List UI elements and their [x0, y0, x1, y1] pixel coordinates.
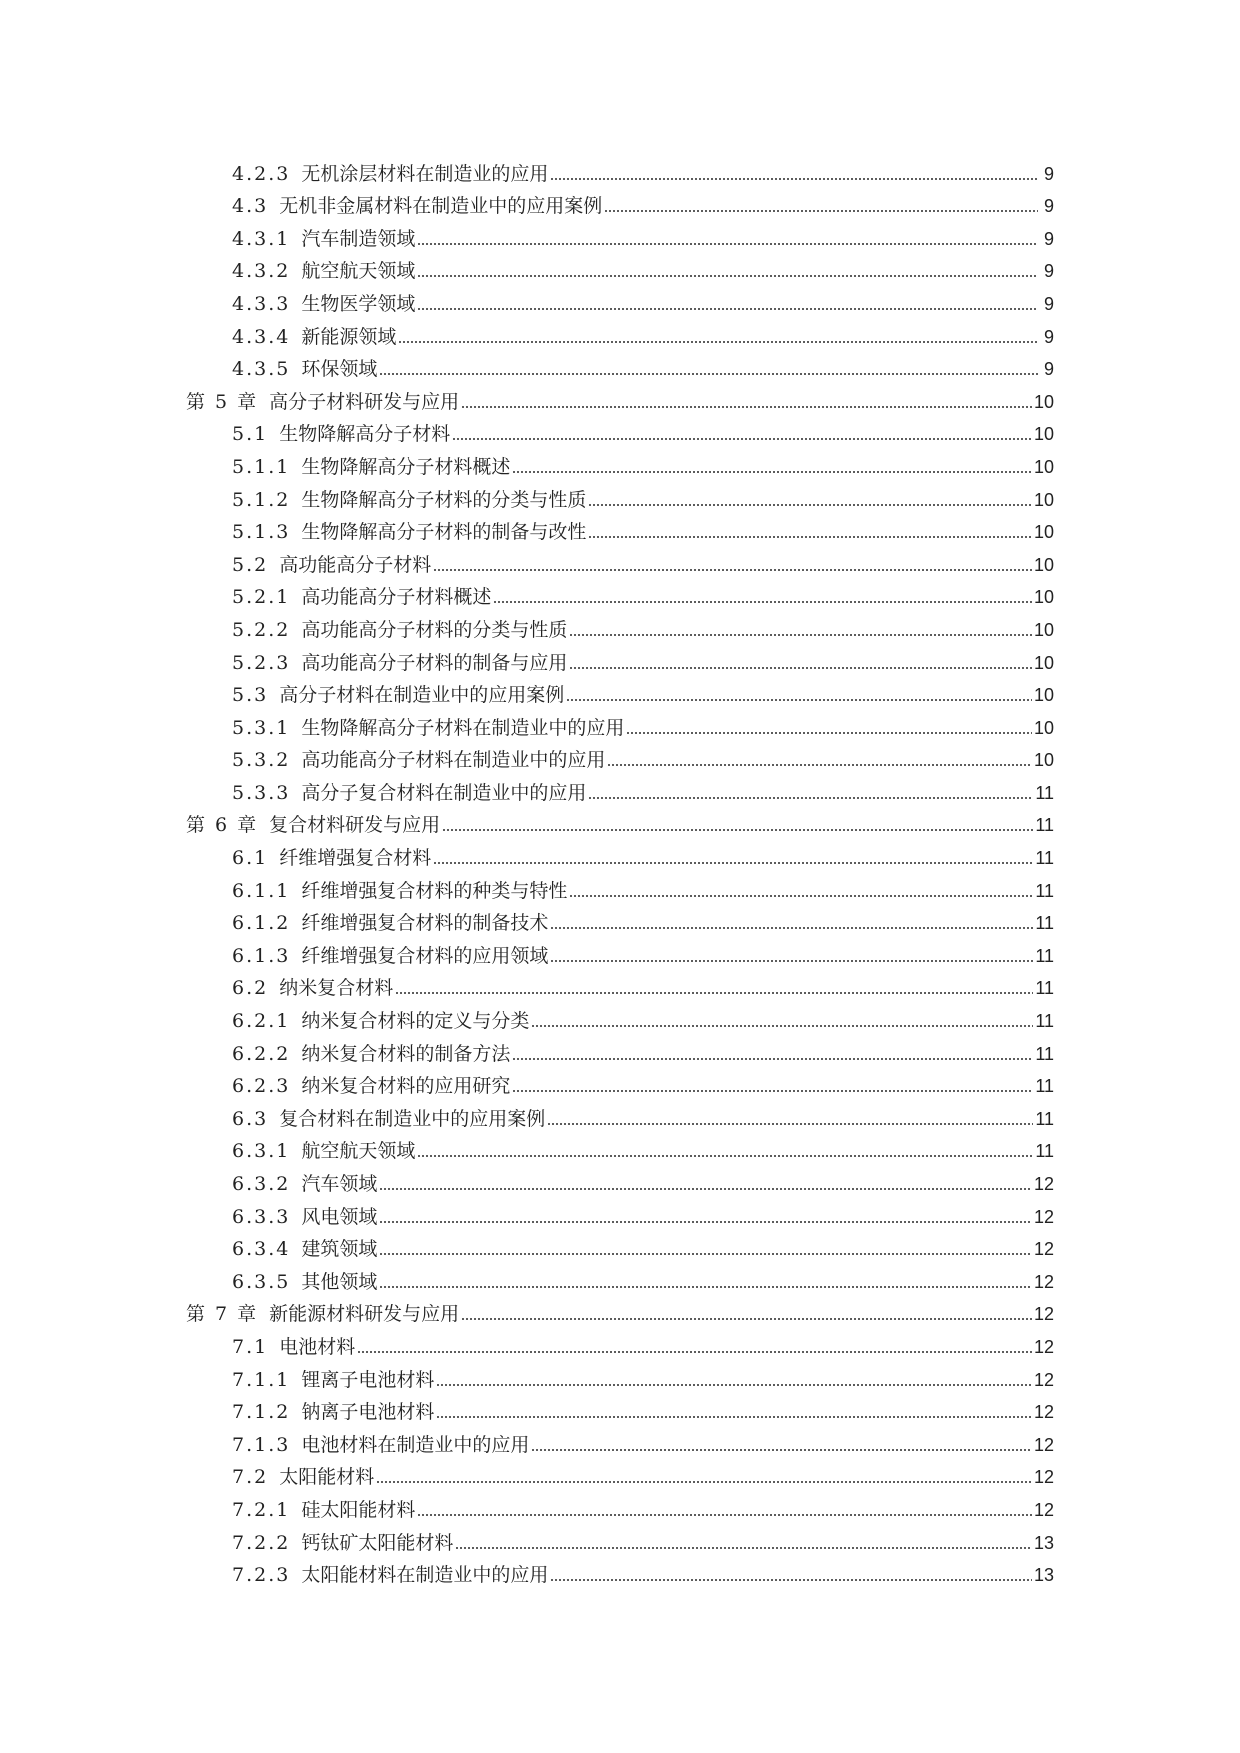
- dot-leader: [452, 437, 1032, 441]
- toc-entry[interactable]: [186, 836, 1054, 869]
- toc-entry-number: 6.1.1: [232, 879, 291, 902]
- toc-entry-title: 建筑领域: [301, 1238, 378, 1261]
- toc-entry-title: 纳米复合材料: [279, 977, 394, 1000]
- toc-entry-title: 环保领域: [301, 358, 378, 381]
- toc-entry[interactable]: [186, 771, 1054, 804]
- dot-leader: [417, 1154, 1033, 1158]
- dot-leader: [547, 1122, 1033, 1126]
- toc-entry-page-number: 10: [1033, 391, 1054, 412]
- toc-entry[interactable]: [186, 576, 1054, 609]
- toc-entry-title: 复合材料研发与应用: [269, 814, 441, 837]
- toc-entry[interactable]: [186, 1423, 1054, 1456]
- dot-leader: [379, 1252, 1032, 1256]
- toc-entry-number: 7.1: [232, 1335, 269, 1358]
- toc-entry-title: 风电领域: [301, 1205, 378, 1228]
- toc-entry[interactable]: [186, 1195, 1054, 1228]
- toc-entry-number: 7.2: [232, 1466, 269, 1489]
- toc-entry-page-number: 10: [1033, 619, 1054, 640]
- dot-leader: [588, 503, 1032, 507]
- toc-entry[interactable]: [186, 445, 1054, 478]
- dot-leader: [607, 763, 1032, 767]
- toc-entry[interactable]: [186, 1065, 1054, 1098]
- toc-entry-number: 5.1.2: [232, 488, 291, 511]
- toc-entry-number: 第 6 章: [186, 814, 259, 837]
- toc-entry-title: 无机非金属材料在制造业中的应用案例: [279, 195, 603, 218]
- toc-entry-title: 新能源材料研发与应用: [269, 1303, 460, 1326]
- dot-leader: [379, 1220, 1032, 1224]
- toc-entry-title: 纳米复合材料的应用研究: [301, 1075, 511, 1098]
- dot-leader: [626, 731, 1032, 735]
- toc-entry[interactable]: [186, 1358, 1054, 1391]
- toc-entry-number: 6.3.1: [232, 1140, 291, 1163]
- toc-entry[interactable]: [186, 250, 1054, 283]
- toc-entry[interactable]: [186, 1097, 1054, 1130]
- toc-entry-title: 纤维增强复合材料的应用领域: [301, 944, 549, 967]
- toc-entry-number: 5.1.3: [232, 521, 291, 544]
- toc-entry-title: 无机涂层材料在制造业的应用: [301, 162, 549, 185]
- toc-entry-page-number: 11: [1035, 945, 1054, 966]
- toc-entry-title: 钙钛矿太阳能材料: [301, 1531, 454, 1554]
- toc-entry[interactable]: [186, 1260, 1054, 1293]
- dot-leader: [550, 177, 1038, 181]
- toc-entry-page-number: 11: [1035, 782, 1054, 803]
- toc-entry-title: 硅太阳能材料: [301, 1498, 416, 1521]
- toc-entry[interactable]: [186, 152, 1054, 185]
- toc-entry[interactable]: [186, 1325, 1054, 1358]
- toc-entry-number: 第 5 章: [186, 390, 259, 413]
- toc-entry-page-number: 9: [1043, 163, 1054, 184]
- toc-entry-page-number: 10: [1033, 554, 1054, 575]
- toc-entry-title: 高功能高分子材料: [279, 553, 432, 576]
- toc-entry[interactable]: [186, 902, 1054, 935]
- toc-entry-title: 纤维增强复合材料: [279, 847, 432, 870]
- toc-entry[interactable]: [186, 185, 1054, 218]
- dot-leader: [395, 991, 1033, 995]
- dot-leader: [461, 405, 1032, 409]
- toc-entry-number: 5.2.1: [232, 586, 291, 609]
- dot-leader: [455, 1546, 1032, 1550]
- dot-leader: [512, 1089, 1033, 1093]
- toc-entry-number: 7.1.1: [232, 1368, 291, 1391]
- toc-entry-number: 6.1.3: [232, 944, 291, 967]
- toc-entry[interactable]: [186, 380, 1054, 413]
- toc-entry-title: 高功能高分子材料的分类与性质: [301, 618, 568, 641]
- dot-leader: [569, 666, 1032, 670]
- toc-entry-number: 5.1.1: [232, 455, 291, 478]
- toc-entry-page-number: 10: [1033, 587, 1054, 608]
- dot-leader: [550, 959, 1033, 963]
- toc-entry[interactable]: [186, 315, 1054, 348]
- toc-entry-title: 生物医学领域: [301, 292, 416, 315]
- toc-entry-title: 高功能高分子材料的制备与应用: [301, 651, 568, 674]
- toc-entry-number: 5.3.2: [232, 749, 291, 772]
- toc-entry-title: 电池材料: [279, 1335, 356, 1358]
- toc-entry-title: 其他领域: [301, 1270, 378, 1293]
- toc-entry-number: 7.2.2: [232, 1531, 291, 1554]
- toc-entry[interactable]: [186, 967, 1054, 1000]
- toc-entry-number: 4.3.3: [232, 292, 291, 315]
- toc-entry-title: 高分子材料在制造业中的应用案例: [279, 684, 565, 707]
- toc-entry-page-number: 12: [1033, 1336, 1054, 1357]
- toc-entry-title: 生物降解高分子材料在制造业中的应用: [301, 716, 625, 739]
- toc-entry-number: 5.3.3: [232, 781, 291, 804]
- table-of-contents: [186, 152, 1054, 1586]
- toc-entry-page-number: 10: [1033, 424, 1054, 445]
- toc-entry-number: 4.3.1: [232, 227, 291, 250]
- toc-entry-page-number: 9: [1043, 196, 1054, 217]
- toc-entry-number: 6.1.2: [232, 912, 291, 935]
- toc-entry-title: 高功能高分子材料在制造业中的应用: [301, 749, 606, 772]
- toc-entry-number: 6.2.3: [232, 1075, 291, 1098]
- dot-leader: [417, 307, 1038, 311]
- toc-entry-page-number: 9: [1043, 359, 1054, 380]
- toc-entry-page-number: 9: [1043, 326, 1054, 347]
- toc-entry-page-number: 11: [1035, 880, 1054, 901]
- dot-leader: [569, 633, 1032, 637]
- dot-leader: [566, 698, 1032, 702]
- toc-entry-title: 太阳能材料在制造业中的应用: [301, 1564, 549, 1587]
- toc-entry-number: 4.3.2: [232, 260, 291, 283]
- toc-entry[interactable]: [186, 348, 1054, 381]
- toc-entry-title: 汽车制造领域: [301, 227, 416, 250]
- toc-entry-number: 5.2: [232, 553, 269, 576]
- toc-entry[interactable]: [186, 282, 1054, 315]
- dot-leader: [531, 1024, 1033, 1028]
- toc-entry-page-number: 10: [1033, 522, 1054, 543]
- toc-entry-page-number: 12: [1033, 1369, 1054, 1390]
- toc-entry-page-number: 12: [1033, 1467, 1054, 1488]
- toc-entry-page-number: 11: [1035, 848, 1054, 869]
- toc-entry[interactable]: [186, 674, 1054, 707]
- dot-leader: [417, 242, 1038, 246]
- toc-entry-page-number: 12: [1033, 1304, 1054, 1325]
- toc-entry[interactable]: [186, 934, 1054, 967]
- toc-entry-title: 汽车领域: [301, 1173, 378, 1195]
- toc-entry-page-number: 11: [1035, 1141, 1054, 1162]
- dot-leader: [493, 600, 1032, 604]
- toc-entry-page-number: 13: [1033, 1565, 1054, 1586]
- toc-entry[interactable]: [186, 641, 1054, 674]
- toc-entry-title: 钠离子电池材料: [301, 1401, 435, 1424]
- toc-entry-title: 新能源领域: [301, 325, 397, 348]
- toc-entry-title: 生物降解高分子材料的分类与性质: [301, 488, 587, 511]
- toc-entry[interactable]: [186, 1162, 1054, 1195]
- dot-leader: [531, 1448, 1032, 1452]
- toc-entry-number: 7.2.3: [232, 1564, 291, 1587]
- toc-entry-page-number: 12: [1033, 1206, 1054, 1227]
- dot-leader: [461, 1317, 1032, 1321]
- toc-entry-title: 生物降解高分子材料: [279, 423, 451, 446]
- toc-entry-page-number: 10: [1033, 456, 1054, 477]
- toc-entry-number: 6.2.2: [232, 1042, 291, 1065]
- toc-entry[interactable]: [186, 1032, 1054, 1065]
- toc-entry-title: 锂离子电池材料: [301, 1368, 435, 1391]
- toc-entry[interactable]: [186, 739, 1054, 772]
- dot-leader: [512, 470, 1032, 474]
- toc-entry-page-number: 11: [1035, 815, 1054, 836]
- toc-entry-number: 5.2.2: [232, 618, 291, 641]
- dot-leader: [436, 1415, 1032, 1419]
- toc-entry-title: 生物降解高分子材料概述: [301, 455, 511, 478]
- toc-entry-number: 第 7 章: [186, 1303, 259, 1326]
- toc-entry[interactable]: [186, 1521, 1054, 1554]
- toc-entry-page-number: 12: [1033, 1174, 1054, 1194]
- dot-leader: [442, 828, 1033, 832]
- dot-leader: [550, 1578, 1032, 1582]
- toc-entry-number: 4.3.4: [232, 325, 291, 348]
- dot-leader: [588, 535, 1032, 539]
- toc-entry-page-number: 13: [1033, 1532, 1054, 1553]
- dot-leader: [357, 1350, 1032, 1354]
- dot-leader: [588, 796, 1033, 800]
- dot-leader: [376, 1480, 1032, 1484]
- toc-entry[interactable]: [186, 1293, 1054, 1326]
- toc-entry[interactable]: [186, 511, 1054, 544]
- toc-entry-page-number: 12: [1033, 1499, 1054, 1520]
- toc-entry-number: 5.1: [232, 423, 269, 446]
- toc-entry[interactable]: [186, 1554, 1054, 1587]
- toc-entry-title: 航空航天领域: [301, 1140, 416, 1163]
- toc-entry-page-number: 10: [1033, 750, 1054, 771]
- toc-entry-page-number: 9: [1043, 228, 1054, 249]
- dot-leader: [436, 1383, 1032, 1387]
- toc-entry-page-number: 12: [1033, 1434, 1054, 1455]
- toc-entry-page-number: 10: [1033, 489, 1054, 510]
- toc-entry[interactable]: [186, 1488, 1054, 1521]
- toc-entry-page-number: 12: [1033, 1239, 1054, 1260]
- dot-leader: [417, 1513, 1032, 1517]
- toc-entry-page-number: 10: [1033, 685, 1054, 706]
- toc-entry-number: 6.3.5: [232, 1270, 291, 1293]
- dot-leader: [417, 274, 1038, 278]
- toc-entry-number: 6.2.1: [232, 1010, 291, 1033]
- dot-leader: [433, 861, 1033, 865]
- toc-entry[interactable]: [186, 869, 1054, 902]
- toc-entry[interactable]: [186, 543, 1054, 576]
- toc-entry[interactable]: [186, 706, 1054, 739]
- toc-entry-number: 6.2: [232, 977, 269, 1000]
- dot-leader: [569, 894, 1033, 898]
- toc-entry-page-number: 11: [1035, 978, 1054, 999]
- toc-entry-page-number: 9: [1043, 293, 1054, 314]
- toc-entry[interactable]: [186, 1456, 1054, 1489]
- toc-entry-title: 纳米复合材料的定义与分类: [301, 1010, 530, 1033]
- toc-entry-title: 纤维增强复合材料的制备技术: [301, 912, 549, 935]
- toc-entry[interactable]: [186, 1228, 1054, 1261]
- dot-leader: [379, 1285, 1032, 1289]
- toc-entry-number: 6.3: [232, 1107, 269, 1130]
- toc-entry-number: 5.3.1: [232, 716, 291, 739]
- toc-entry[interactable]: [186, 217, 1054, 250]
- toc-entry-page-number: 12: [1033, 1271, 1054, 1292]
- toc-entry-title: 高分子复合材料在制造业中的应用: [301, 781, 587, 804]
- toc-entry-title: 纤维增强复合材料的种类与特性: [301, 879, 568, 902]
- toc-entry-page-number: 11: [1035, 913, 1054, 934]
- toc-entry-number: 5.2.3: [232, 651, 291, 674]
- toc-entry-number: 6.3.4: [232, 1238, 291, 1261]
- toc-entry-page-number: 11: [1035, 1011, 1054, 1032]
- toc-entry-number: 6.3.3: [232, 1205, 291, 1228]
- toc-entry[interactable]: [186, 804, 1054, 837]
- toc-entry-title: 电池材料在制造业中的应用: [301, 1433, 530, 1456]
- dot-leader: [433, 568, 1032, 572]
- toc-entry-title: 太阳能材料: [279, 1466, 375, 1489]
- toc-entry-title: 航空航天领域: [301, 260, 416, 283]
- toc-entry-number: 7.1.3: [232, 1433, 291, 1456]
- toc-entry-title: 纳米复合材料的制备方法: [301, 1042, 511, 1065]
- toc-entry[interactable]: [186, 608, 1054, 641]
- dot-leader: [550, 926, 1033, 930]
- toc-entry-page-number: 10: [1033, 717, 1054, 738]
- toc-entry-number: 4.3: [232, 195, 269, 218]
- toc-entry-title: 高分子材料研发与应用: [269, 390, 460, 413]
- toc-entry[interactable]: [186, 1391, 1054, 1424]
- toc-entry-number: 4.3.5: [232, 358, 291, 381]
- toc-entry[interactable]: [186, 999, 1054, 1032]
- toc-entry-number: 7.1.2: [232, 1401, 291, 1424]
- toc-entry[interactable]: [186, 478, 1054, 511]
- toc-entry[interactable]: [186, 413, 1054, 446]
- toc-entry-title: 生物降解高分子材料的制备与改性: [301, 521, 587, 544]
- toc-entry-page-number: 11: [1035, 1043, 1054, 1064]
- toc-entry-number: 4.2.3: [232, 162, 291, 185]
- toc-entry[interactable]: [186, 1130, 1054, 1163]
- dot-leader: [604, 209, 1038, 213]
- toc-entry-number: 6.3.2: [232, 1173, 291, 1195]
- toc-entry-number: 5.3: [232, 684, 269, 707]
- toc-entry-title: 复合材料在制造业中的应用案例: [279, 1107, 546, 1130]
- toc-entry-title: 高功能高分子材料概述: [301, 586, 492, 609]
- dot-leader: [512, 1057, 1033, 1061]
- toc-entry-number: 7.2.1: [232, 1498, 291, 1521]
- toc-entry-page-number: 11: [1035, 1108, 1054, 1129]
- dot-leader: [398, 340, 1038, 344]
- toc-entry-page-number: 12: [1033, 1402, 1054, 1423]
- toc-entry-number: 6.1: [232, 847, 269, 870]
- toc-entry-page-number: 11: [1035, 1076, 1054, 1097]
- dot-leader: [379, 372, 1038, 376]
- toc-entry-page-number: 9: [1043, 261, 1054, 282]
- toc-entry-page-number: 10: [1033, 652, 1054, 673]
- dot-leader: [379, 1187, 1032, 1191]
